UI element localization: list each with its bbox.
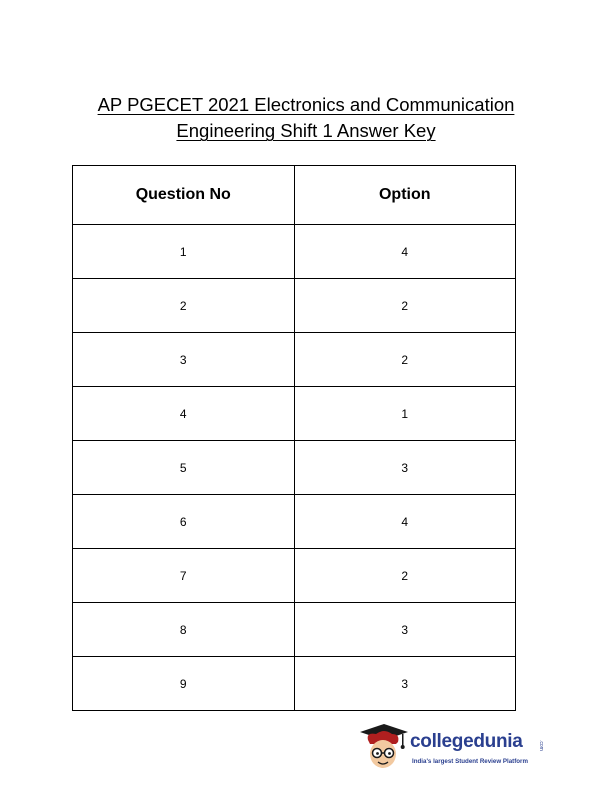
column-header-question-no: Question No xyxy=(73,166,295,225)
question-number-cell: 4 xyxy=(73,387,295,441)
option-cell: 3 xyxy=(294,603,516,657)
page-title xyxy=(40,92,572,144)
option-cell: 2 xyxy=(294,333,516,387)
mascot-icon xyxy=(358,722,408,774)
question-number-cell: 5 xyxy=(73,441,295,495)
option-cell: 2 xyxy=(294,279,516,333)
question-number-cell: 8 xyxy=(73,603,295,657)
table-header-row xyxy=(73,166,516,225)
brand-name: collegedunia xyxy=(410,731,523,752)
column-header-option: Option xyxy=(294,166,516,225)
table-row xyxy=(73,279,516,333)
question-number-cell: 3 xyxy=(73,333,295,387)
collegedunia-logo xyxy=(358,722,548,774)
question-number-cell: 9 xyxy=(73,657,295,711)
table-row xyxy=(73,657,516,711)
table-row xyxy=(73,495,516,549)
table-row xyxy=(73,387,516,441)
question-number-cell: 1 xyxy=(73,225,295,279)
table-row xyxy=(73,333,516,387)
option-cell: 3 xyxy=(294,441,516,495)
option-cell: 2 xyxy=(294,549,516,603)
option-cell: 4 xyxy=(294,495,516,549)
question-number-cell: 6 xyxy=(73,495,295,549)
brand-domain-suffix: .com xyxy=(538,740,544,751)
table-row xyxy=(73,603,516,657)
option-cell: 4 xyxy=(294,225,516,279)
option-cell: 3 xyxy=(294,657,516,711)
answer-key-table xyxy=(72,165,516,711)
option-cell: 1 xyxy=(294,387,516,441)
brand-tagline: India's largest Student Review Platform xyxy=(412,758,528,765)
title-line-2: Engineering Shift 1 Answer Key xyxy=(176,120,436,141)
question-number-cell: 7 xyxy=(73,549,295,603)
table-row xyxy=(73,225,516,279)
question-number-cell: 2 xyxy=(73,279,295,333)
title-line-1: AP PGECET 2021 Electronics and Communication xyxy=(97,94,515,115)
table-row xyxy=(73,441,516,495)
table-row xyxy=(73,549,516,603)
